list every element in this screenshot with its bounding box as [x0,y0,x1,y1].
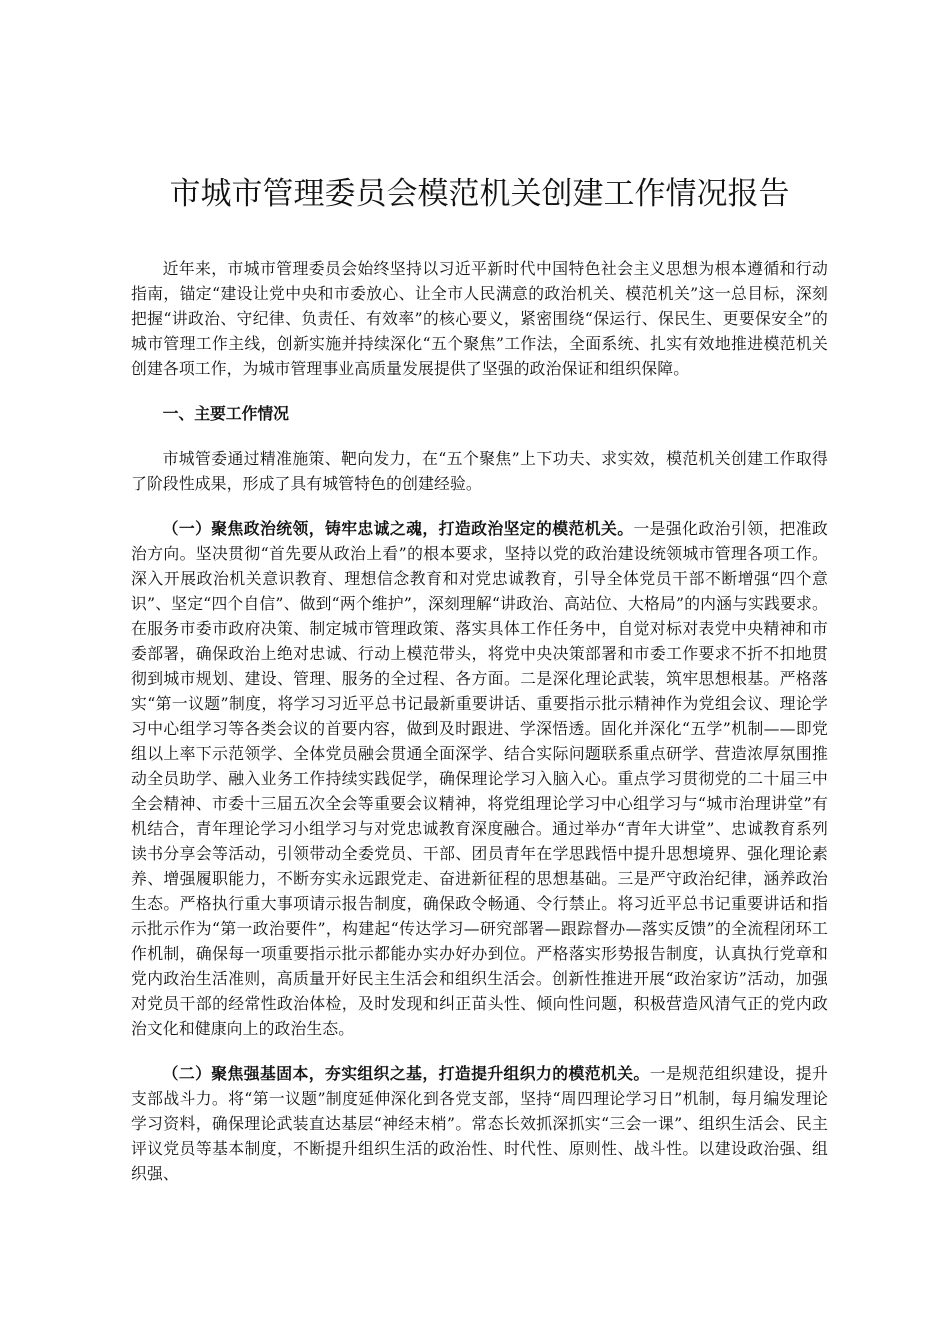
item-organization-heading: （二）聚焦强基固本，夯实组织之基，打造提升组织力的模范机关。 [162,1064,650,1083]
section-heading-main-work: 一、主要工作情况 [162,404,289,423]
item-political-leadership-heading: （一）聚焦政治统领，铸牢忠诚之魂，打造政治坚定的模范机关。 [162,519,634,538]
item-organization-paragraph [131,1061,828,1186]
item-organization-body: 一是规范组织建设，提升支部战斗力。将“第一议题”制度延伸深化到各党支部，坚持“周四理论学习日”机制，每月编发理论学习资料，确保理论武装直达基层“神经末梢”。常态长效抓深抓实“三会一课”、组织生活会、民主评议党员等基本制度，不断提升组织生活的政治性、时代性、原则性、战斗性。以建设政治强、组织强、 [131,1064,828,1183]
intro-paragraph: 近年来，市城市管理委员会始终坚持以习近平新时代中国特色社会主义思想为根本遵循和行动指南，锚定“建设让党中央和市委放心、让全市人民满意的政治机关、模范机关”这一总目标，深刻把握“讲政治、守纪律、负责任、有效率”的核心要义，紧密围绕“保运行、保民生、更要保安全”的城市管理工作主线，创新实施并持续深化“五个聚焦”工作法，全面系统、扎实有效地推进模范机关创建各项工作，为城市管理事业高质量发展提供了坚强的政治保证和组织保障。 [131,259,828,378]
document-title: 市城市管理委员会模范机关创建工作情况报告 [169,176,790,212]
item-political-leadership-body: 一是强化政治引领，把准政治方向。坚决贯彻“首先要从政治上看”的根本要求，坚持以党的政治建设统领城市管理各项工作。深入开展政治机关意识教育、理想信念教育和对党忠诚教育，引导全体党员干部不断增强“四个意识”、坚定“四个自信”、做到“两个维护”，深刻理解“讲政治、高站位、大格局”的内涵与实践要求。在服务市委市政府决策、制定城市管理政策、落实具体工作任务中，自觉对标对表党中央精神和市委部署，确保政治上绝对忠诚、行动上模范带头，将党中央决策部署和市委工作要求不折不扣地贯彻到城市规划、建设、管理、服务的全过程、各方面。二是深化理论武装，筑牢思想根基。严格落实“第一议题”制度，将学习习近平总书记最新重要讲话、重要指示批示精神作为党组会议、理论学习中心组学习等各类会议的首要内容，做到及时跟进、学深悟透。固化并深化“五学”机制——即党组以上率下示范领学、全体党员融会贯通全面深学、结合实际问题联系重点研学、营造浓厚氛围推动全员助学、融入业务工作持续实践促学，确保理论学习入脑入心。重点学习贯彻党的二十届三中全会精神、市委十三届五次全会等重要会议精神，将党组理论学习中心组学习与“城市治理讲堂”有机结合，青年理论学习小组学习与对党忠诚教育深度融合。通过举办“青年大讲堂”、忠诚教育系列读书分享会等活动，引领带动全委党员、干部、团员青年在学思践悟中提升思想境界、强化理论素养、增强履职能力，不断夯实永远跟党走、奋进新征程的思想基础。三是严守政治纪律，涵养政治生态。严格执行重大事项请示报告制度，确保政令畅通、令行禁止。将习近平总书记重要讲话和指示批示作为“第一政治要件”，构建起“传达学习—研究部署—跟踪督办—落实反馈”的全流程闭环工作机制，确保每一项重要指示批示都能办实办好办到位。严格落实形势报告制度，认真执行党章和党内政治生活准则，高质量开好民主生活会和组织生活会。创新性推进开展“政治家访”活动，加强对党员干部的经常性政治体检，及时发现和纠正苗头性、倾向性问题，积极营造风清气正的党内政治文化和健康向上的政治生态。 [131,519,828,1038]
section-intro-paragraph: 市城管委通过精准施策、靶向发力，在“五个聚焦”上下功夫、求实效，模范机关创建工作取得了阶段性成果，形成了具有城管特色的创建经验。 [131,449,828,493]
item-political-leadership-paragraph [131,516,828,1041]
